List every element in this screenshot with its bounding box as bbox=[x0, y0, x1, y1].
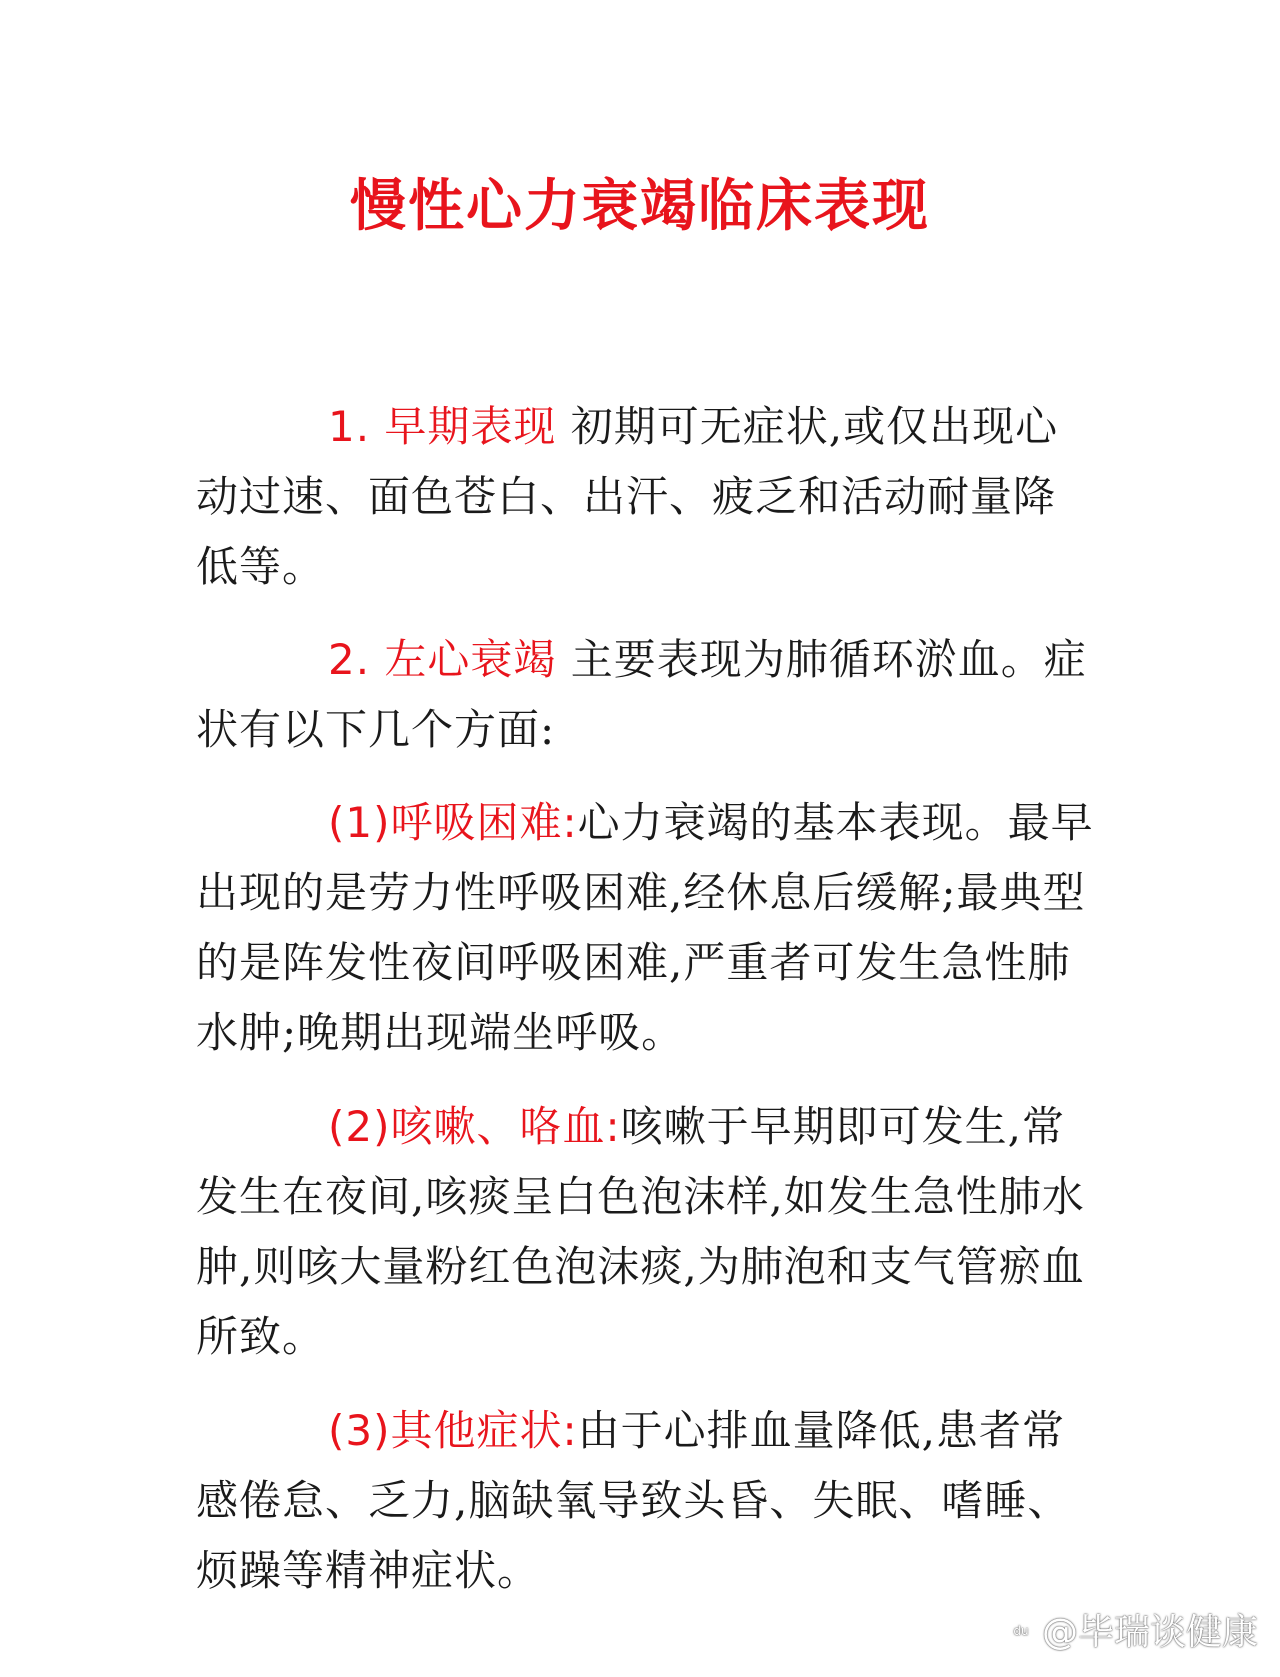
subsection-heading: (2)咳嗽、咯血: bbox=[328, 1102, 621, 1151]
page-title: 慢性心力衰竭临床表现 bbox=[350, 174, 930, 239]
section-body: 主要表现为肺循环淤血。症状有以下几个方面: bbox=[196, 635, 1087, 754]
subsection-body: 心力衰竭的基本表现。最早出现的是劳力性呼吸困难,经休息后缓解;最典型的是阵发性夜间呼吸困难,严重者可发生急性肺水肿;晚期出现端坐呼吸。 bbox=[196, 798, 1094, 1057]
section-heading: 2. 左心衰竭 bbox=[328, 635, 557, 684]
subsection-dyspnea bbox=[196, 788, 1096, 1068]
subsection-body: 咳嗽于早期即可发生,常发生在夜间,咳痰呈白色泡沫样,如发生急性肺水肿,则咳大量粉红色泡沫痰,为肺泡和支气管瘀血所致。 bbox=[196, 1102, 1085, 1361]
subsection-heading: (1)呼吸困难: bbox=[328, 798, 578, 847]
subsection-body: 由于心排血量降低,患者常感倦怠、乏力,脑缺氧导致头昏、失眠、嗜睡、烦躁等精神症状。 bbox=[196, 1406, 1071, 1595]
subsection-heading: (3)其他症状: bbox=[328, 1406, 578, 1455]
subsection-other-symptoms bbox=[196, 1396, 1096, 1606]
section-body: 初期可无症状,或仅出现心动过速、面色苍白、出汗、疲乏和活动耐量降低等。 bbox=[196, 402, 1059, 591]
section-heading: 1. 早期表现 bbox=[328, 402, 557, 451]
watermark bbox=[1006, 1604, 1258, 1655]
watermark-text: @毕瑞谈健康 bbox=[1041, 1612, 1258, 1653]
section-early-symptoms bbox=[196, 392, 1096, 602]
section-left-heart-failure bbox=[196, 625, 1096, 765]
subsection-cough-hemoptysis bbox=[196, 1092, 1096, 1372]
svg-text:du: du bbox=[1013, 1623, 1029, 1638]
du-logo-icon bbox=[1006, 1615, 1036, 1645]
